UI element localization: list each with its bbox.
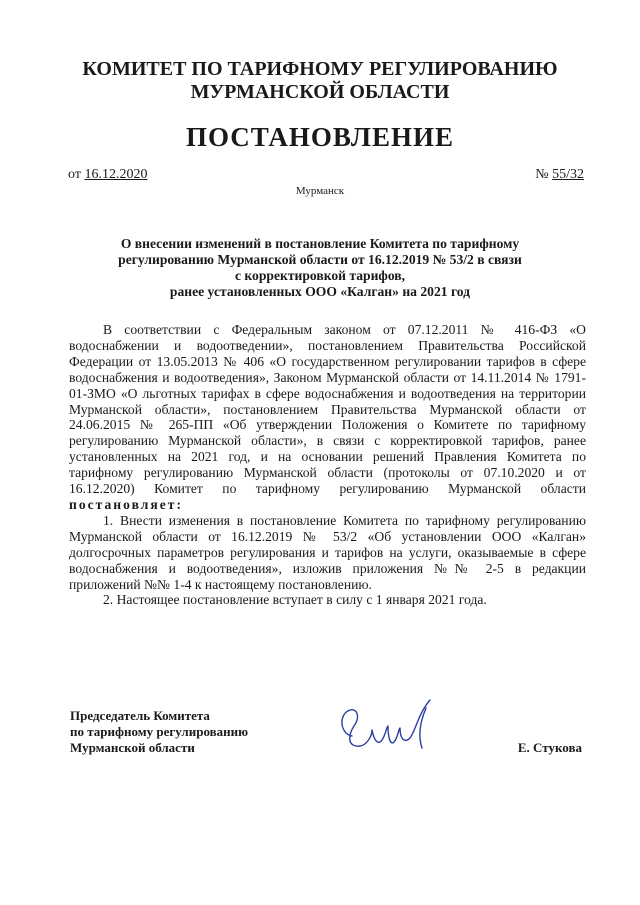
handwritten-signature xyxy=(332,696,442,756)
number-line xyxy=(535,167,584,183)
decree-colon: : xyxy=(176,496,183,512)
date-line xyxy=(68,167,147,183)
subject-line-4: ранее установленных ООО «Калган» на 2021 год xyxy=(169,284,471,299)
document-type-heading: ПОСТАНОВЛЕНИЕ xyxy=(185,122,455,152)
signatory-title xyxy=(70,708,248,756)
preamble-text: В соответствии с Федеральным законом от 07.12.2011 № 416-ФЗ «О водоснабжении и водоотведении», постановлением Правительства Российской Федерации от 13.05.2013 № 406 «О государственном регулировании тарифов в сфере водоснабжения и водоотведения», Законом Мурманской области от 14.11.2014 № 1791-01-ЗМО «О льготных тарифах в сфере водоснабжения и водоотведения на территории Мурманской области», постановлением Правительства Мурманской области от 24.06.2015 № 265-ПП «Об утверждении Положения о Комитете по тарифному регулированию Мурманской области», в связи с корректировкой тарифов, ранее установленных на 2021 год, и на основании решений Правления Комитета по тарифному регулированию Мурманской области (протоколы от 07.10.2020 и от 16.12.2020) Комитет по тарифному регулированию Мурманской области xyxy=(69,322,586,497)
subject-heading xyxy=(90,236,550,300)
signatory-title-line-1: Председатель Комитета xyxy=(70,708,210,723)
item-2-paragraph: 2. Настоящее постановление вступает в силу с 1 января 2021 года. xyxy=(103,592,487,608)
signature-stroke xyxy=(342,700,430,748)
document-number: 55/32 xyxy=(552,167,584,182)
signatory-name: Е. Стукова xyxy=(517,740,582,755)
preamble-paragraph xyxy=(69,322,586,513)
document-body xyxy=(69,322,586,608)
subject-line-1: О внесении изменений в постановление Комитета по тарифному xyxy=(120,236,520,251)
date-prefix: от xyxy=(68,167,81,182)
organization-name xyxy=(60,58,580,104)
org-line-1: КОМИТЕТ ПО ТАРИФНОМУ РЕГУЛИРОВАНИЮ xyxy=(82,58,558,80)
city: Мурманск xyxy=(295,185,345,197)
item-1-paragraph: 1. Внести изменения в постановление Комитета по тарифному регулированию Мурманской области от 16.12.2019 № 53/2 «Об установлении ООО «Калган» долгосрочных параметров регулирования и тарифов на услуги, оказываемые в сфере водоснабжения и водоотведения», изложив приложения №№ 2-5 в редакции приложений №№ 1-4 к настоящему постановлению. xyxy=(69,512,586,592)
number-prefix: № xyxy=(535,167,549,182)
subject-line-2: регулированию Мурманской области от 16.12.2019 № 53/2 в связи xyxy=(118,252,522,267)
org-line-2: МУРМАНСКОЙ ОБЛАСТИ xyxy=(190,81,450,103)
signatory-title-line-3: Мурманской области xyxy=(70,740,195,755)
decree-word: постановляет xyxy=(69,496,177,512)
document-date: 16.12.2020 xyxy=(84,167,148,182)
subject-line-3: с корректировкой тарифов, xyxy=(234,268,406,283)
signatory-title-line-2: по тарифному регулированию xyxy=(70,724,249,739)
